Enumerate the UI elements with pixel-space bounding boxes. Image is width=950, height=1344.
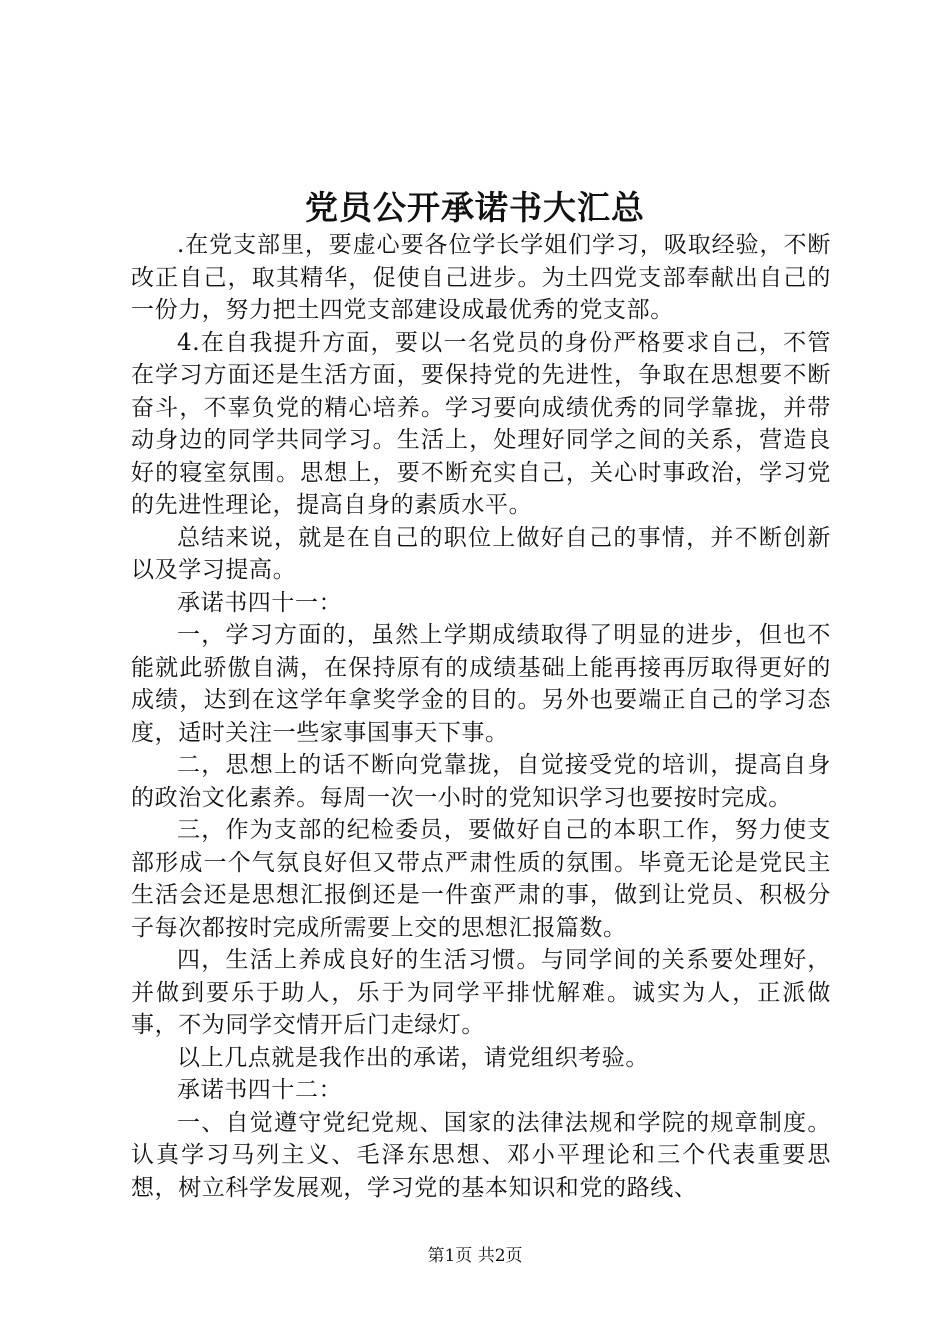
paragraph: .在党支部里，要虚心要各位学长学姐们学习，吸取经验，不断改正自己，取其精华，促使自己进步。为土四党支部奉献出自己的一份力，努力把土四党支部建设成最优秀的党支部。 — [131, 232, 831, 323]
paragraph: 以上几点就是我作出的承诺，请党组织考验。 — [177, 1044, 649, 1071]
paragraph: 三，作为支部的纪检委员，要做好自己的本职工作，努力使支部形成一个气氛良好但又带点严肃性质的氛围。毕竟无论是党民主生活会还是思想汇报倒还是一件蛮严肃的事，做到让党员、积极分子每次都按时完成所需要上交的思想汇报篇数。 — [131, 817, 831, 941]
paragraph: 总结来说，就是在自己的职位上做好自己的事情，并不断创新以及学习提高。 — [131, 524, 831, 583]
paragraph: 一、自觉遵守党纪党规、国家的法律法规和学院的规章制度。认真学习马列主义、毛泽东思想、邓小平理论和三个代表重要思想，树立科学发展观，学习党的基本知识和党的路线、 — [131, 1109, 831, 1201]
section-heading: 承诺书四十一： — [177, 589, 343, 616]
section-heading: 承诺书四十二： — [177, 1077, 343, 1103]
paragraph: 二，思想上的话不断向党靠拢，自觉接受党的培训，提高自身的政治文化素养。每周一次一小时的党知识学习也要按时完成。 — [131, 752, 831, 811]
paragraph: 一，学习方面的，虽然上学期成绩取得了明显的进步，但也不能就此骄傲自满，在保持原有的成绩基础上能再接再厉取得更好的成绩，达到在这学年拿奖学金的目的。另外也要端正自己的学习态度，适时关注一些家事国事天下事。 — [131, 622, 831, 746]
page-number-footer: 第1页 共2页 — [427, 1246, 523, 1266]
document-body — [131, 229, 831, 1204]
document-title: 党员公开承诺书大汇总 — [305, 188, 645, 227]
paragraph: 4.在自我提升方面，要以一名党员的身份严格要求自己，不管在学习方面还是生活方面，要保持党的先进性，争取在思想要不断奋斗，不辜负党的精心培养。学习要向成绩优秀的同学靠拢，并带动身边的同学共同学习。生活上，处理好同学之间的关系，营造良好的寝室氛围。思想上，要不断充实自己，关心时事政治，学习党的先进性理论，提高自身的素质水平。 — [131, 329, 831, 518]
paragraph: 四，生活上养成良好的生活习惯。与同学间的关系要处理好，并做到要乐于助人，乐于为同学平排忧解难。诚实为人，正派做事，不为同学交情开后门走绿灯。 — [131, 947, 831, 1038]
